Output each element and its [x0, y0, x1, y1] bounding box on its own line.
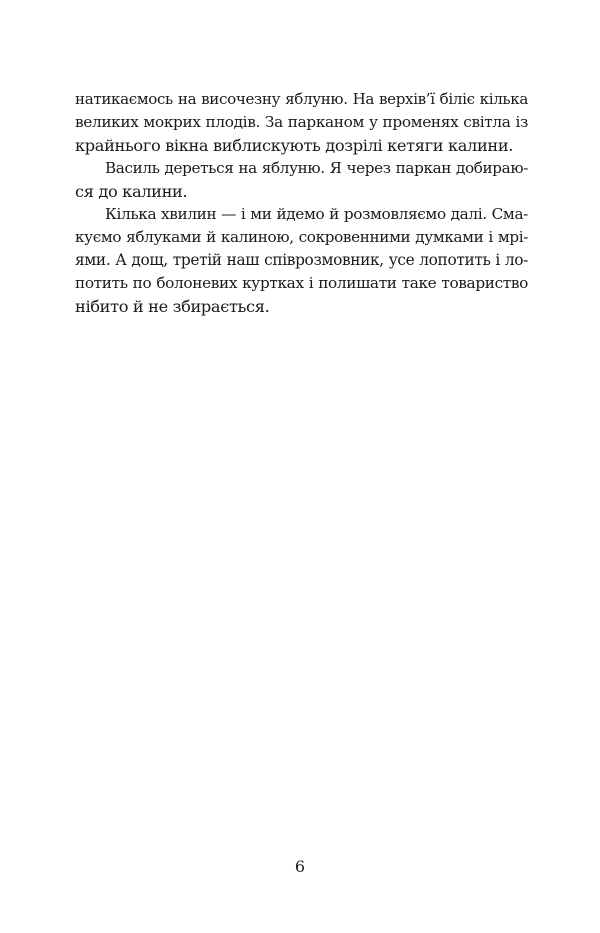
text-line: Кілька хвилин — і ми йдемо й розмовляємо далі. Сма- [105, 205, 528, 223]
text-line: куємо яблуками й калиною, сокровенними думками і мрі- [75, 228, 528, 246]
text-line: крайнього вікна виблискують дозрілі кетяги калини. [75, 136, 514, 155]
text-line: великих мокрих плодів. За парканом у променях світла із [75, 113, 528, 131]
page-number: 6 [294, 857, 306, 876]
text-line: ся до калини. [75, 182, 188, 201]
text-line: Василь дереться на яблуню. Я через паркан добираю- [105, 159, 528, 177]
text-line: ями. А дощ, третій наш співрозмовник, усе лопотить і ло- [75, 251, 528, 269]
text-line: потить по болоневих куртках і полишати таке товариство [75, 274, 528, 292]
text-line: нібито й не збирається. [75, 297, 270, 316]
page-text-block [75, 88, 528, 318]
text-line: натикаємось на височезну яблуню. На верхів’ї біліє кілька [75, 90, 528, 108]
